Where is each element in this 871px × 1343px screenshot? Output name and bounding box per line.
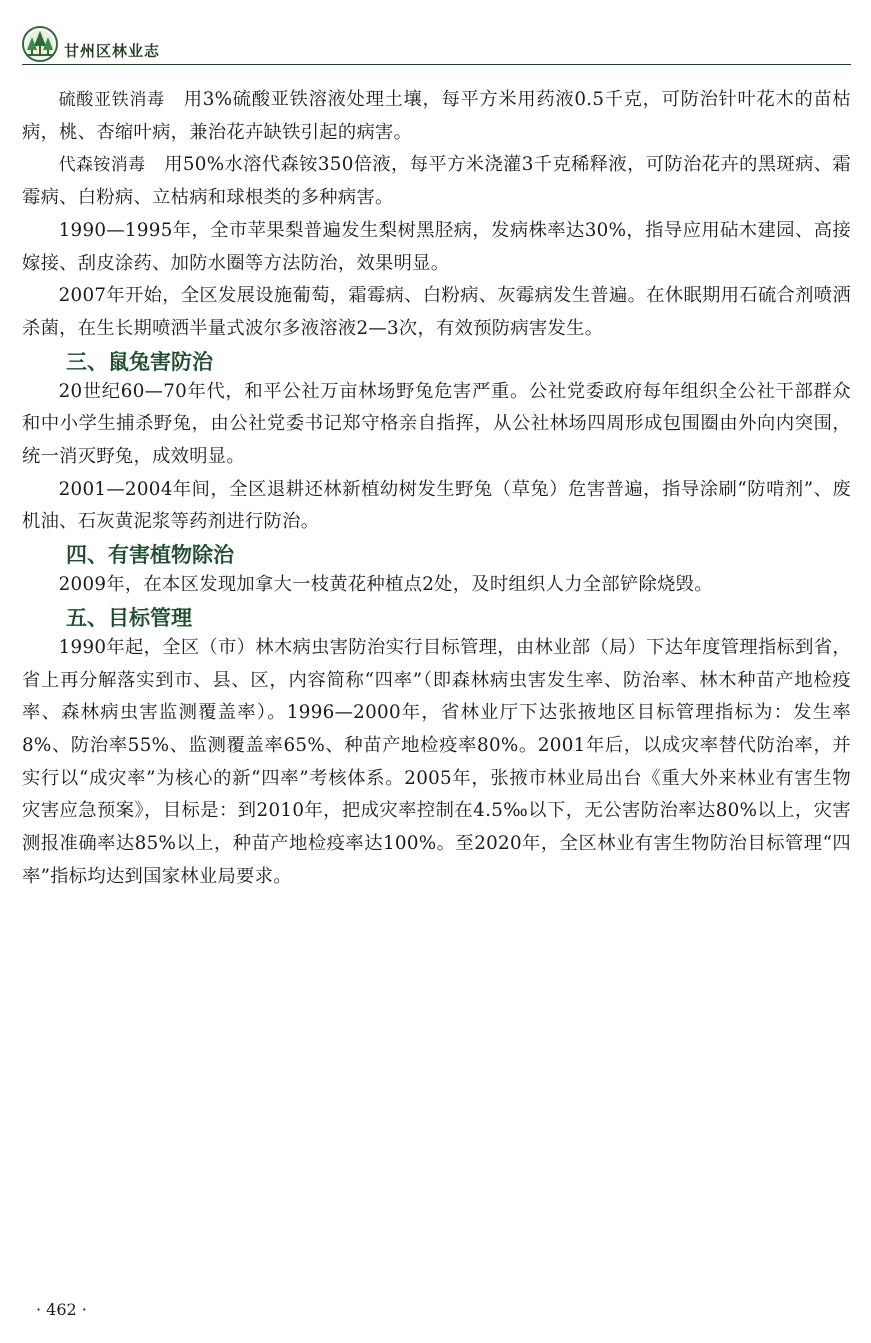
- paragraph-text: 用3%硫酸亚铁溶液处理土壤，每平方米用药液0.5千克，可防治针叶花木的苗枯病，桃、杏缩叶病，兼治花卉缺铁引起的病害。: [22, 89, 851, 143]
- paragraph: [22, 149, 851, 214]
- method-lead: 代森铵消毒: [58, 155, 146, 176]
- section-heading: 三、鼠兔害防治: [66, 349, 213, 374]
- book-title: 甘州区林业志: [64, 42, 161, 60]
- paragraph-text: 用50%水溶代森铵350倍液，每平方米浇灌3千克稀释液，可防治花卉的黑斑病、霜霉病、白粉病、立枯病和球根类的多种病害。: [22, 154, 852, 209]
- section-heading: 五、目标管理: [66, 605, 192, 630]
- page-number: · 462 ·: [36, 1300, 87, 1319]
- forest-logo-icon: [22, 26, 58, 62]
- paragraph: 1990—1995年，全市苹果梨普遍发生梨树黑胫病，发病株率达30%，指导应用砧木建园、高接嫁接、刮皮涂药、加防水圈等方法防治，效果明显。: [22, 219, 851, 274]
- paragraph: 2009年，在本区发现加拿大一枝黄花种植点2处，及时组织人力全部铲除烧毁。: [58, 574, 713, 596]
- section-heading: 四、有害植物除治: [66, 543, 234, 568]
- page-header: [22, 26, 851, 65]
- paragraph: [22, 84, 851, 149]
- paragraph: 2007年开始，全区发展设施葡萄，霜霉病、白粉病、灰霉病发生普遍。在休眠期用石硫合剂喷洒杀菌，在生长期喷洒半量式波尔多液溶液2—3次，有效预防病害发生。: [22, 285, 851, 339]
- method-lead: 硫酸亚铁消毒: [58, 90, 165, 110]
- paragraph: 20世纪60—70年代，和平公社万亩林场野兔危害严重。公社党委政府每年组织全公社干部群众和中小学生捕杀野兔，由公社党委书记郑守格亲自指挥，从公社林场四周形成包围圈由外向内突围，统一消灭野兔，成效明显。: [22, 380, 851, 468]
- page-body: [22, 84, 851, 893]
- paragraph: 2001—2004年间，全区退耕还林新植幼树发生野兔（草兔）危害普遍，指导涂刷“防啃剂”、废机油、石灰黄泥浆等药剂进行防治。: [22, 478, 851, 533]
- paragraph: 1990年起，全区（市）林木病虫害防治实行目标管理，由林业部（局）下达年度管理指标到省，省上再分解落实到市、县、区，内容简称“四率”（即森林病虫害发生率、防治率、林木种苗产地检疫率、森林病虫害监测覆盖率）。1996—2000年，省林业厅下达张掖地区目标管理指标为：发生率8%、防治率55%、监测覆盖率65%、种苗产地检疫率80%。2001年后，以成灾率替代防治率，并实行以“成灾率”为核心的新“四率”考核体系。2005年，张掖市林业局出台《重大外来林业有害生物灾害应急预案》，目标是：到2010年，把成灾率控制在4.5‰以下，无公害防治率达80%以上，灾害测报准确率达85%以上，种苗产地检疫率达100%。至2020年，全区林业有害生物防治目标管理“四率”指标均达到国家林业局要求。: [22, 636, 851, 887]
